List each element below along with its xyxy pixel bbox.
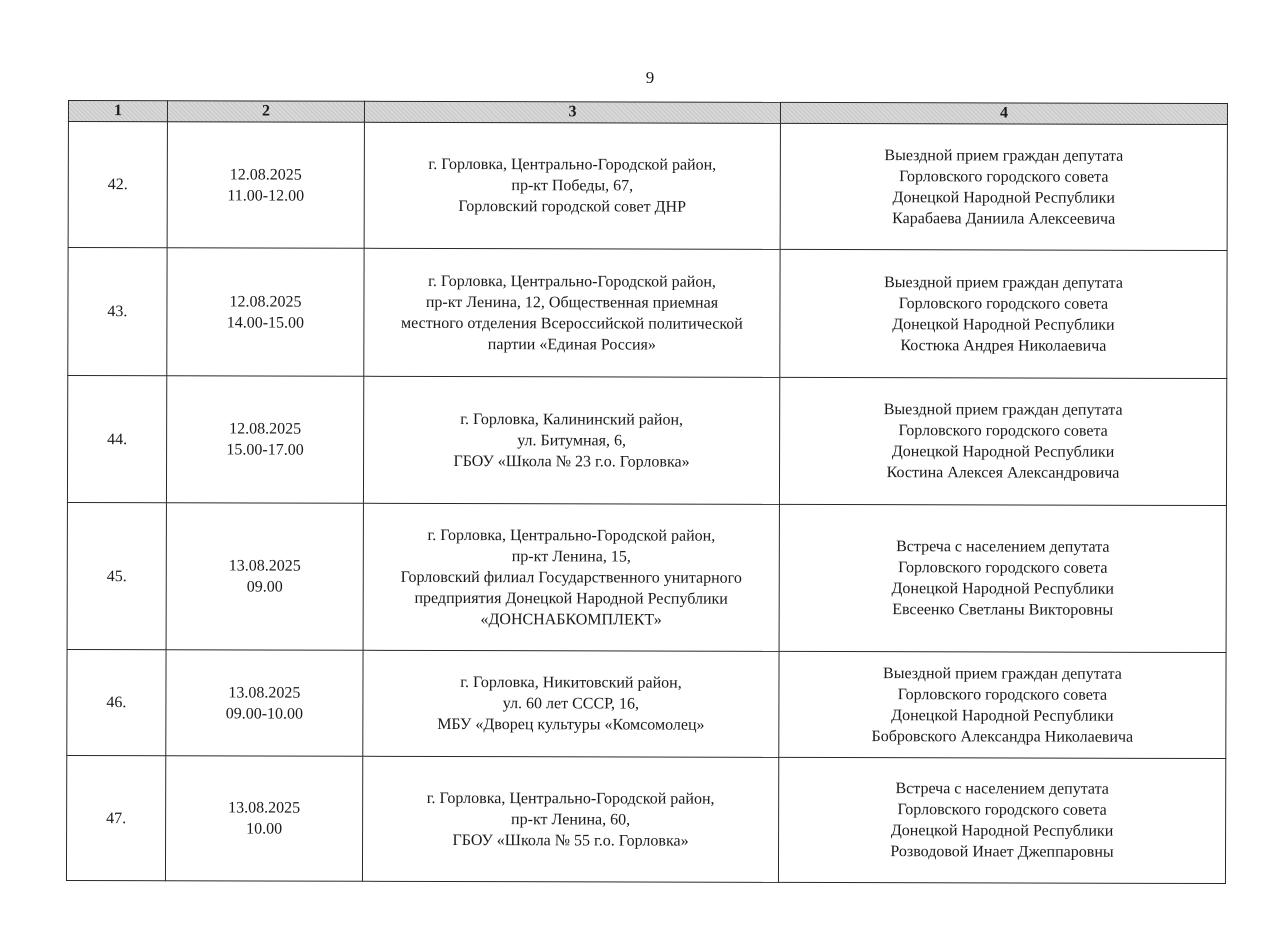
header-col-2: 2 [167,101,364,123]
event-line: Горловского городского совета [897,801,1107,819]
row-number: 45. [67,502,166,649]
event-line: Донецкой Народной Республики [891,443,1115,461]
row-time: 11.00-12.00 [227,186,305,205]
header-col-4: 4 [780,102,1227,124]
event-line: Донецкой Народной Республики [890,822,1114,840]
row-datetime [165,756,362,882]
schedule-table [66,100,1228,884]
event-line: Карабаева Даниила Алексеевича [892,209,1116,228]
row-place [364,248,780,377]
event-line: Выездной прием граждан депутата [883,664,1122,683]
row-place [362,756,778,882]
event-line: Донецкой Народной Республики [892,188,1115,207]
event-line: Розводовой Инает Джеппаровны [890,843,1114,861]
row-time: 15.00-17.00 [226,441,304,459]
event-line: Донецкой Народной Республики [892,315,1115,334]
row-datetime [167,122,364,249]
row-datetime [166,503,363,651]
table-body [66,122,1227,884]
place-line: предприятия Донецкой Народной Республики [414,589,728,608]
place-line: ГБОУ «Школа № 23 г.о. Горловка» [453,452,690,471]
row-place [364,122,780,249]
row-place [363,376,779,504]
event-line: Донецкой Народной Республики [891,580,1114,598]
row-date: 12.08.2025 [229,165,302,184]
header-col-1: 1 [68,101,167,122]
place-line: ул. 60 лет СССР, 16, [502,695,640,713]
row-time: 09.00 [246,578,283,596]
event-line: Костюка Андрея Николаевича [900,336,1107,355]
event-line: Донецкой Народной Республики [891,706,1114,725]
row-number: 46. [67,649,166,755]
header-col-3: 3 [364,101,780,123]
row-time: 10.00 [246,820,283,838]
table-row [67,376,1226,506]
row-place [363,650,779,757]
event-line: Встреча с населением депутата [896,538,1110,556]
header-row [68,101,1227,125]
place-line: г. Горловка, Центрально-Городской район, [427,526,716,545]
row-date: 12.08.2025 [229,420,302,438]
table-row [68,122,1227,251]
table-row [68,248,1227,379]
row-number: 42. [68,122,167,248]
table-header [68,101,1227,125]
event-line: Выездной прием граждан депутата [884,146,1124,165]
row-place [363,503,779,651]
row-event [779,504,1226,652]
row-time: 09.00-10.00 [225,704,304,723]
table-row [67,649,1226,758]
event-line: Костина Алексея Александровича [886,464,1120,482]
table-row [66,755,1225,883]
event-line: Выездной прием граждан депутата [884,273,1123,292]
event-line: Горловского городского совета [898,294,1109,313]
place-line: г. Горловка, Центрально-Городской район, [426,789,715,808]
event-line: Горловского городского совета [899,167,1109,186]
place-line: ГБОУ «Школа № 55 г.о. Горловка» [452,831,689,850]
row-number: 43. [68,248,167,376]
row-datetime [166,376,363,504]
row-date: 13.08.2025 [228,799,301,817]
row-date: 13.08.2025 [228,683,301,702]
row-event [778,757,1225,883]
place-line: пр-кт Ленина, 60, [511,810,631,828]
row-number: 44. [67,376,166,503]
event-line: Выездной прием граждан депутата [883,401,1123,419]
place-line: местного отделения Всероссийской политической [400,314,743,333]
place-line: пр-кт Ленина, 12, Общественная приемная [425,293,719,312]
place-line: ул. Битумная, 6, [517,431,627,449]
place-line: г. Горловка, Никитовский район, [460,674,682,692]
place-line: пр-кт Победы, 67, [511,177,634,195]
place-line: Горловский филиал Государственного унитарного [400,568,742,587]
event-line: Горловского городского совета [897,685,1108,704]
row-time: 14.00-15.00 [226,313,305,332]
row-date: 13.08.2025 [228,557,301,575]
event-line: Горловского городского совета [898,422,1108,440]
row-event [779,377,1226,505]
row-datetime [167,248,364,377]
place-line: партии «Единая Россия» [487,335,656,354]
page-number: 9 [645,68,655,87]
place-line: «ДОНСНАБКОМПЛЕКТ» [480,610,662,629]
row-number: 47. [66,755,165,880]
place-line: Горловский городской совет ДНР [458,198,687,216]
place-line: г. Горловка, Центрально-Городской район, [428,272,716,291]
row-date: 12.08.2025 [229,292,302,311]
event-line: Евсеенко Светланы Викторовны [892,601,1114,619]
event-line: Бобровского Александра Николаевича [871,727,1134,746]
place-line: г. Горловка, Центрально-Городской район, [428,155,717,174]
table-row [67,502,1226,652]
place-line: МБУ «Дворец культуры «Комсомолец» [437,715,705,734]
event-line: Горловского городского совета [898,559,1108,577]
row-event [780,249,1227,378]
place-line: г. Горловка, Калининский район, [460,410,684,429]
row-event [779,651,1226,758]
row-datetime [166,650,363,757]
event-line: Встреча с населением депутата [895,780,1109,798]
row-event [780,123,1227,250]
place-line: пр-кт Ленина, 15, [511,547,631,565]
